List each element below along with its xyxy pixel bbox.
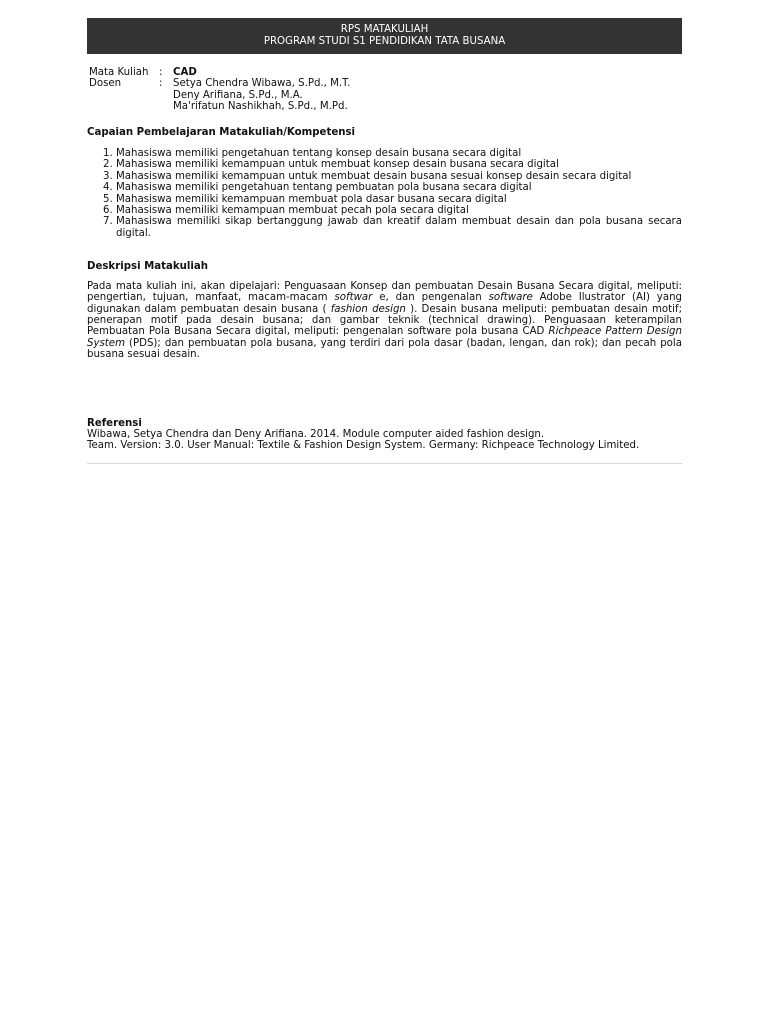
list-item: 1. Mahasiswa memiliki pengetahuan tentang konsep desain busana secara digital <box>116 148 682 159</box>
lecturer-name: Ma'rifatun Nashikhah, S.Pd., M.Pd. <box>173 101 348 113</box>
list-item: 5. Mahasiswa memiliki kemampuan membuat pola dasar busana secara digital <box>116 194 682 205</box>
lecturer-name: Setya Chendra Wibawa, S.Pd., M.T. <box>173 78 351 90</box>
description-text: e, dan pengenalan <box>372 292 489 304</box>
course-value: CAD <box>173 67 197 78</box>
list-item: 6. Mahasiswa memiliki kemampuan membuat pecah pola secara digital <box>116 205 682 216</box>
section-divider <box>87 463 682 464</box>
list-item: 3. Mahasiswa memiliki kemampuan untuk membuat desain busana sesuai konsep desain secara digital <box>116 171 682 182</box>
lecturer-row <box>89 78 682 112</box>
course-meta <box>89 67 682 113</box>
lecturer-name: Deny Arifiana, S.Pd., M.A. <box>173 89 303 101</box>
reference-item: Wibawa, Setya Chendra dan Deny Arifiana. 2014. Module computer aided fashion design. <box>87 428 545 440</box>
lecturer-label: Dosen <box>89 78 122 90</box>
outcomes-list <box>87 148 682 239</box>
lecturer-list <box>173 78 682 112</box>
description-text: ). Desain busana meliputi: pembuatan desain motif; penerapan motif pada desain busana; dan gambar teknik (technical drawing). Penguasaan keterampilan Pembuatan Pola Busana Secara digital, meliputi: pengenalan software pola busana CAD <box>87 303 682 338</box>
document-page <box>87 18 682 464</box>
list-item: 4. Mahasiswa memiliki pengetahuan tentang pembuatan pola busana secara digital <box>116 182 682 193</box>
description-italic: Richpeace Pattern Design System <box>87 326 682 349</box>
course-row <box>89 67 682 78</box>
description-italic: fashion design <box>330 303 406 315</box>
course-label: Mata Kuliah <box>89 67 149 78</box>
description-text: Adobe Ilustrator (AI) yang digunakan dalam pembuatan desain busana ( <box>87 292 682 315</box>
list-item: 2. Mahasiswa memiliki kemampuan untuk membuat konsep desain busana secara digital <box>116 159 682 170</box>
description-italic: software <box>488 292 533 304</box>
course-colon: : <box>159 67 163 78</box>
header-subtitle: PROGRAM STUDI S1 PENDIDIKAN TATA BUSANA <box>263 35 506 47</box>
references-heading: Referensi <box>87 417 142 429</box>
description-heading: Deskripsi Matakuliah <box>87 261 209 273</box>
description-text: (PDS); dan pembuatan pola busana, yang terdiri dari pola dasar (badan, lengan, dan rok); dan pecah pola busana sesuai desain. <box>87 337 682 361</box>
reference-item: Team. Version: 3.0. User Manual: Textile & Fashion Design System. Germany: Richpeace Technology Limited. <box>87 440 640 452</box>
description-text: Pada mata kuliah ini, akan dipelajari: Penguasaan Konsep dan pembuatan Desain Busana Secara digital, meliputi: pengertian, tujuan, manfaat, macam-macam <box>87 280 682 304</box>
lecturer-colon: : <box>159 78 163 90</box>
description-italic: softwar <box>334 292 373 304</box>
outcomes-heading: Capaian Pembelajaran Matakuliah/Kompetensi <box>87 126 356 138</box>
description-paragraph <box>87 281 682 361</box>
document-header <box>87 18 682 54</box>
list-item: 7. Mahasiswa memiliki sikap bertanggung jawab dan kreatif dalam membuat desain dan pola busana secara digital. <box>116 216 682 239</box>
header-title: RPS MATAKULIAH <box>340 24 429 35</box>
